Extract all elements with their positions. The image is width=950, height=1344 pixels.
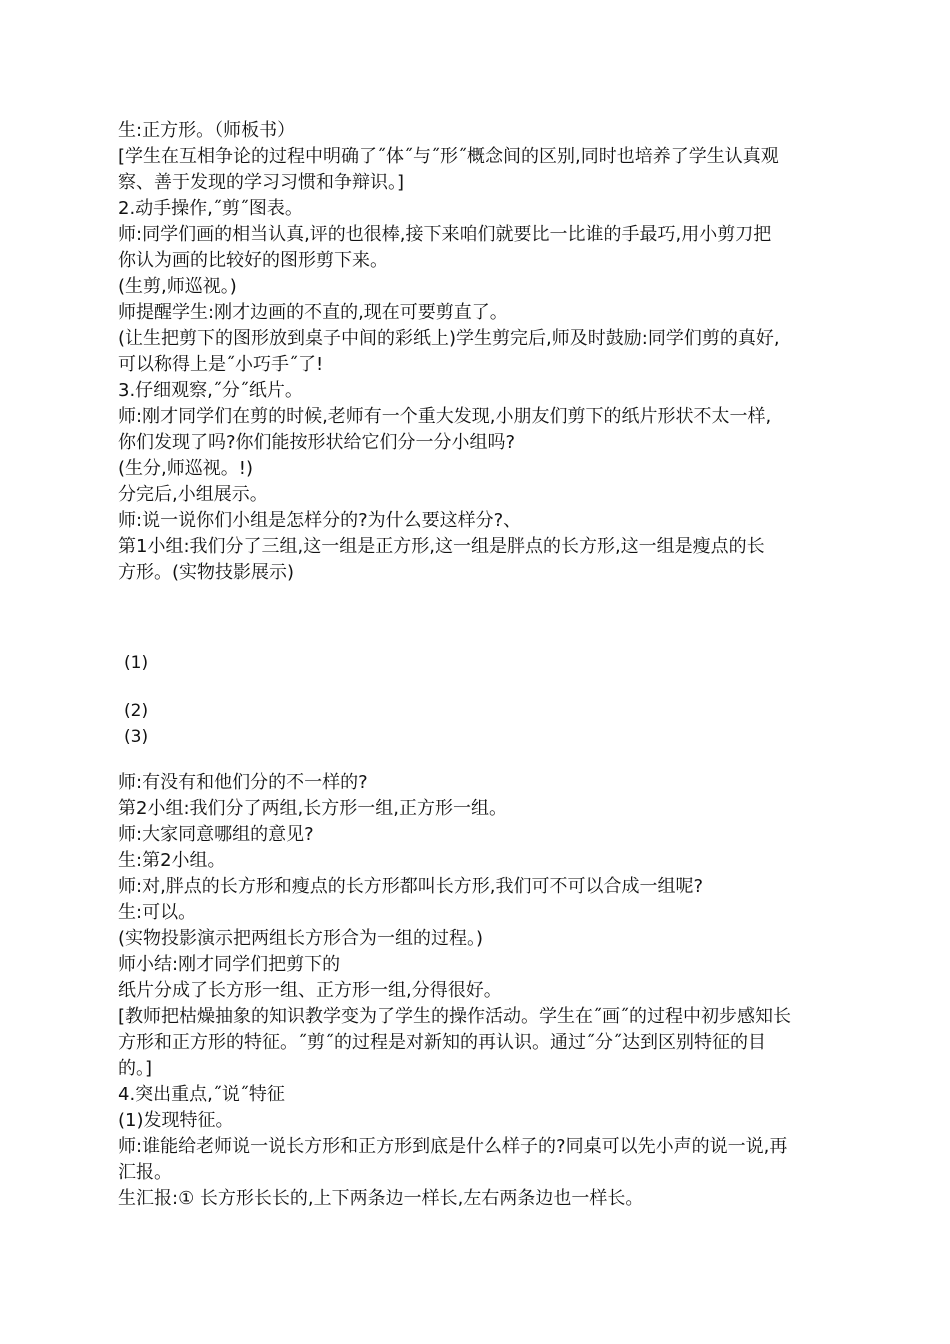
text-line: 方形。(实物技影展示) [118, 562, 295, 583]
text-line: [教师把枯燥抽象的知识教学变为了学生的操作活动。学生在˝画˝的过程中初步感知长 [118, 1006, 792, 1027]
text-line: (让生把剪下的图形放到桌子中间的彩纸上)学生剪完后,师及时鼓励:同学们剪的真好, [118, 328, 780, 349]
text-line: 师:刚才同学们在剪的时候,老师有一个重大发现,小朋友们剪下的纸片形状不太一样, [118, 406, 772, 427]
text-line: [学生在互相争论的过程中明确了˝体˝与˝形˝概念间的区别,同时也培养了学生认真观 [118, 146, 779, 167]
text-line: (生分,师巡视。!) [118, 458, 253, 479]
text-line: 师:有没有和他们分的不一样的? [118, 772, 368, 793]
text-line: 汇报。 [118, 1162, 172, 1183]
text-line: 生:正方形。（师板书） [118, 120, 296, 141]
text-line: 师:说一说你们小组是怎样分的?为什么要这样分?、 [118, 510, 522, 531]
lesson-text-part2 [118, 770, 848, 1212]
text-line: 生:第2小组。 [118, 850, 226, 871]
text-line: 3.仔细观察,˝分˝纸片。 [118, 380, 303, 401]
text-line: 纸片分成了长方形一组、正方形一组,分得很好。 [118, 980, 502, 1001]
text-line: 生:可以。 [118, 902, 197, 923]
text-line: 第2小组:我们分了两组,长方形一组,正方形一组。 [118, 798, 507, 819]
text-line: 师:大家同意哪组的意见? [118, 824, 314, 845]
text-line: 2.动手操作,˝剪˝图表。 [118, 198, 303, 219]
figure-label-3: (3) [124, 727, 149, 747]
text-line: 师小结:刚才同学们把剪下的 [118, 954, 341, 975]
text-line: 生汇报:① 长方形长长的,上下两条边一样长,左右两条边也一样长。 [118, 1188, 644, 1209]
text-line: 第1小组:我们分了三组,这一组是正方形,这一组是胖点的长方形,这一组是瘦点的长 [118, 536, 765, 557]
text-line: 方形和正方形的特征。˝剪˝的过程是对新知的再认识。通过˝分˝达到区别特征的目 [118, 1032, 766, 1053]
text-line: 师:谁能给老师说一说长方形和正方形到底是什么样子的?同桌可以先小声的说一说,再 [118, 1136, 788, 1157]
figure-label-1: (1) [124, 653, 149, 673]
text-line: 师:对,胖点的长方形和瘦点的长方形都叫长方形,我们可不可以合成一组呢? [118, 876, 704, 897]
text-line: (1)发现特征。 [118, 1110, 234, 1131]
text-line: 4.突出重点,˝说˝特征 [118, 1084, 285, 1105]
text-line: 的。] [118, 1058, 153, 1079]
text-line: 察、善于发现的学习习惯和争辩识。] [118, 172, 405, 193]
lesson-text-part1 [118, 118, 848, 586]
text-line: 你认为画的比较好的图形剪下来。 [118, 250, 388, 271]
text-line: 可以称得上是˝小巧手˝了! [118, 354, 324, 375]
text-line: 分完后,小组展示。 [118, 484, 268, 505]
figure-label-2: (2) [124, 701, 149, 721]
text-line: 你们发现了吗?你们能按形状给它们分一分小组吗? [118, 432, 516, 453]
text-line: 师:同学们画的相当认真,评的也很棒,接下来咱们就要比一比谁的手最巧,用小剪刀把 [118, 224, 772, 245]
text-line: 师提醒学生:刚才边画的不直的,现在可要剪直了。 [118, 302, 508, 323]
text-line: (生剪,师巡视。) [118, 276, 237, 297]
text-line: (实物投影演示把两组长方形合为一组的过程。) [118, 928, 484, 949]
